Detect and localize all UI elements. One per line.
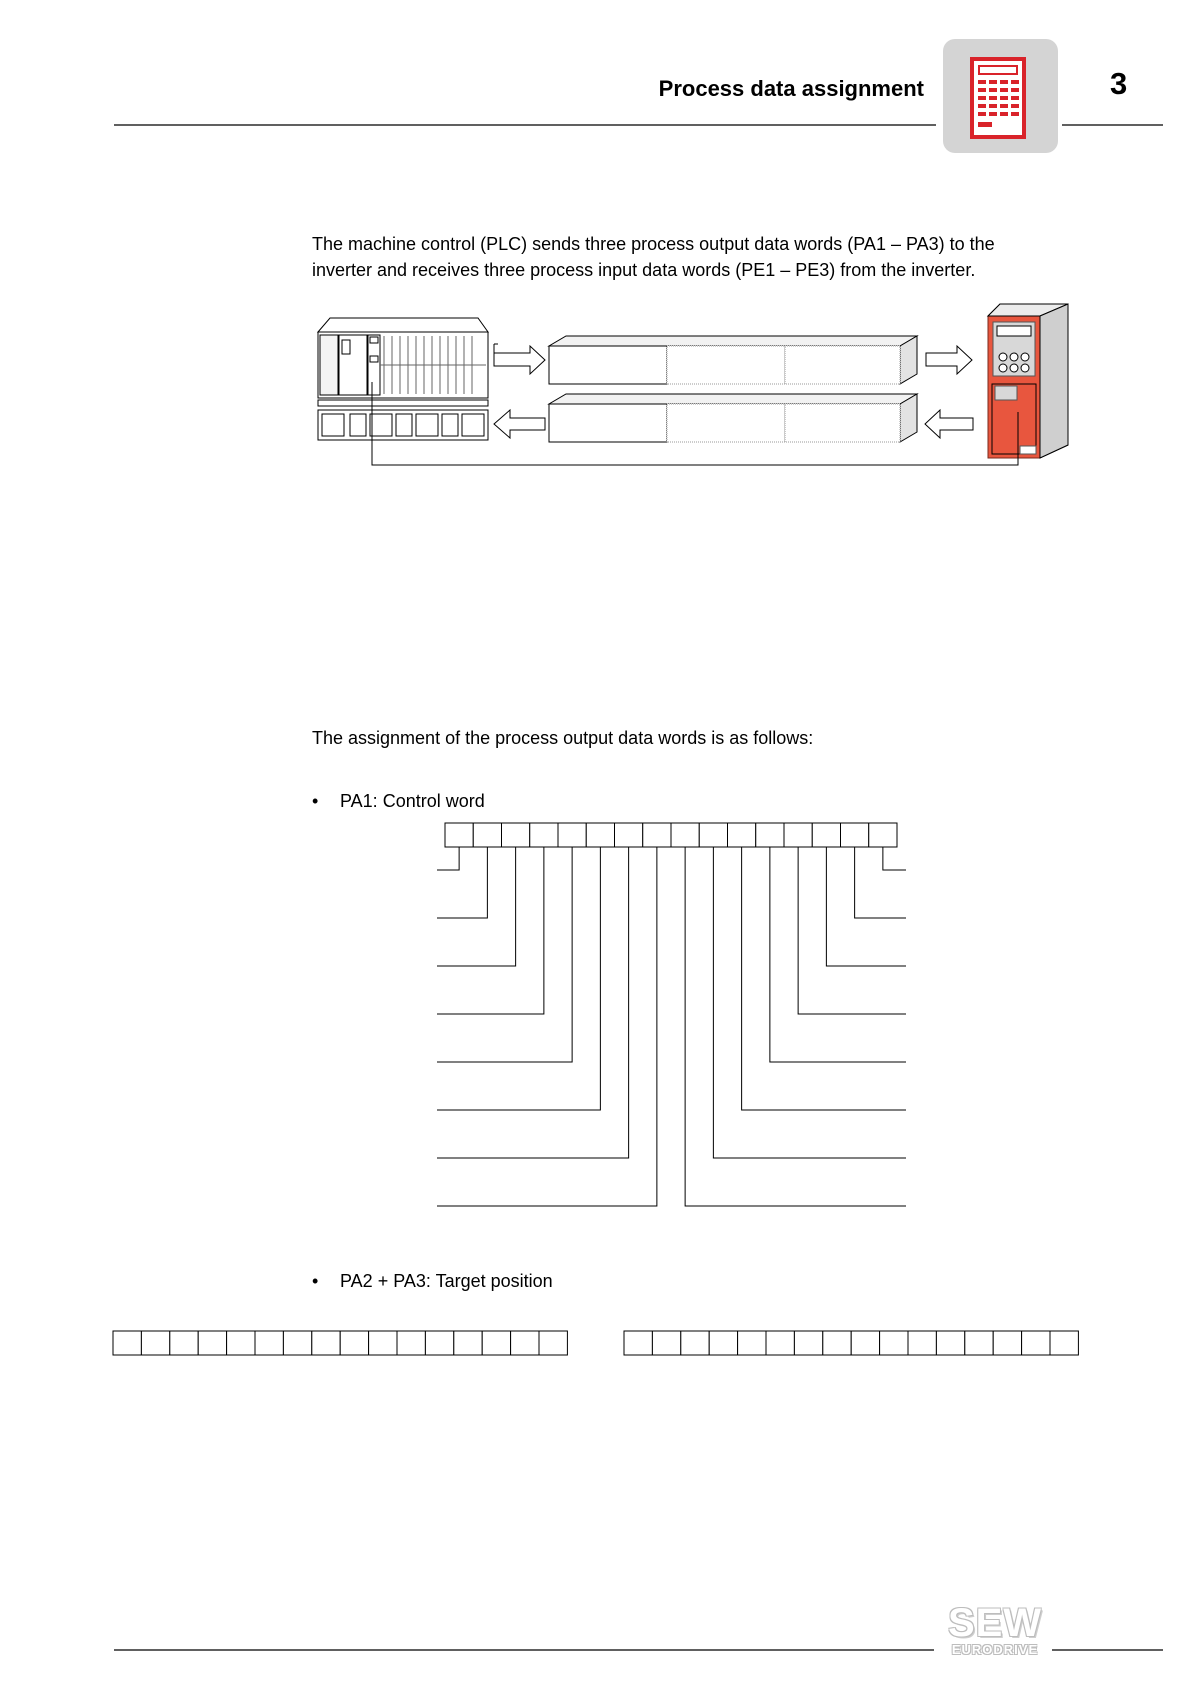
control-word-bit-leader: [437, 847, 600, 1110]
target-position-low-bit-cell: [993, 1331, 1021, 1355]
target-position-high-bit-cell: [283, 1331, 311, 1355]
control-word-bit-leader: [713, 847, 906, 1158]
control-word-bit-cell: [530, 823, 558, 847]
control-word-bit-cell: [615, 823, 643, 847]
control-word-bit-leader: [883, 847, 906, 870]
control-word-bit-cell: [756, 823, 784, 847]
control-word-bit-cell: [812, 823, 840, 847]
process-data-figure: [318, 304, 1068, 465]
output-data-bar: [549, 336, 917, 384]
control-word-diagram: [437, 823, 906, 1206]
control-word-bit-leader: [437, 847, 657, 1206]
target-position-high-bit-cell: [312, 1331, 340, 1355]
control-word-bit-leader: [685, 847, 906, 1206]
target-position-low-bit-cell: [823, 1331, 851, 1355]
control-word-bit-cell: [473, 823, 501, 847]
bullet-dot: •: [312, 791, 319, 811]
target-position-high-word: [113, 1331, 567, 1355]
control-word-bit-cell: [586, 823, 614, 847]
target-position-high-bit-cell: [170, 1331, 198, 1355]
control-word-bit-cell: [558, 823, 586, 847]
control-word-bit-cell: [643, 823, 671, 847]
bullet-pa23-label: PA2 + PA3: Target position: [340, 1271, 553, 1291]
bullet-pa1-label: PA1: Control word: [340, 791, 485, 811]
bullet-pa1: [312, 791, 485, 812]
control-word-bit-cell: [728, 823, 756, 847]
arrow-plc-to-data: [494, 344, 545, 374]
target-position-low-bit-cell: [1050, 1331, 1078, 1355]
target-position-high-bit-cell: [227, 1331, 255, 1355]
control-word-bit-cell: [671, 823, 699, 847]
arrow-inverter-to-data: [925, 410, 973, 438]
target-position-low-bit-cell: [965, 1331, 993, 1355]
target-position-high-bit-cell: [425, 1331, 453, 1355]
plc-rack: [318, 318, 488, 440]
target-position-high-bit-cell: [198, 1331, 226, 1355]
control-word-bit-leader: [437, 847, 487, 918]
arrow-data-to-plc: [494, 410, 545, 438]
control-word-bit-cell: [699, 823, 727, 847]
control-word-bit-leader: [855, 847, 906, 918]
target-position-low-bit-cell: [738, 1331, 766, 1355]
target-position-low-bit-cell: [1022, 1331, 1050, 1355]
page-title: Process data assignment: [658, 76, 924, 101]
bullet-pa23: [312, 1271, 553, 1292]
target-position-low-bit-cell: [652, 1331, 680, 1355]
target-position-high-bit-cell: [255, 1331, 283, 1355]
target-position-high-bit-cell: [454, 1331, 482, 1355]
calculator-icon: [943, 39, 1058, 153]
target-position-low-bit-cell: [794, 1331, 822, 1355]
target-position-low-bit-cell: [880, 1331, 908, 1355]
control-word-bit-cell: [841, 823, 869, 847]
target-position-low-bit-cell: [766, 1331, 794, 1355]
control-word-bit-leader: [437, 847, 516, 966]
control-word-bit-cell: [784, 823, 812, 847]
control-word-bit-leader: [742, 847, 906, 1110]
target-position-low-bit-cell: [624, 1331, 652, 1355]
target-position-high-bit-cell: [369, 1331, 397, 1355]
target-position-high-bit-cell: [539, 1331, 567, 1355]
target-position-high-bit-cell: [511, 1331, 539, 1355]
control-word-bit-leader: [770, 847, 906, 1062]
control-word-bit-leader: [437, 847, 572, 1062]
control-word-bit-leader: [437, 847, 459, 870]
control-word-bit-cell: [869, 823, 897, 847]
target-position-high-bit-cell: [113, 1331, 141, 1355]
sew-eurodrive-logo: SEW EURODRIVE: [947, 1601, 1043, 1657]
control-word-bit-leader: [437, 847, 544, 1014]
intro-line-2: inverter and receives three process input data words (PE1 – PE3) from the inverter.: [312, 260, 976, 280]
assignment-intro: The assignment of the process output data words is as follows:: [312, 728, 814, 748]
input-data-bar: [549, 394, 917, 442]
target-position-low-word: [624, 1331, 1078, 1355]
target-position-high-bit-cell: [397, 1331, 425, 1355]
control-word-bit-cell: [445, 823, 473, 847]
intro-line-1: The machine control (PLC) sends three process output data words (PA1 – PA3) to the: [312, 234, 995, 254]
target-position-high-bit-cell: [482, 1331, 510, 1355]
control-word-bit-cell: [502, 823, 530, 847]
arrow-data-to-inverter: [926, 346, 972, 374]
target-position-low-bit-cell: [908, 1331, 936, 1355]
target-position-low-bit-cell: [681, 1331, 709, 1355]
target-position-high-bit-cell: [340, 1331, 368, 1355]
inverter-unit: [988, 304, 1068, 458]
target-position-low-bit-cell: [936, 1331, 964, 1355]
bullet-dot: •: [312, 1271, 319, 1291]
control-word-bit-leader: [798, 847, 906, 1014]
target-position-high-bit-cell: [141, 1331, 169, 1355]
target-position-low-bit-cell: [851, 1331, 879, 1355]
target-position-low-bit-cell: [709, 1331, 737, 1355]
chapter-number: 3: [1110, 66, 1128, 101]
control-word-bit-leader: [826, 847, 906, 966]
